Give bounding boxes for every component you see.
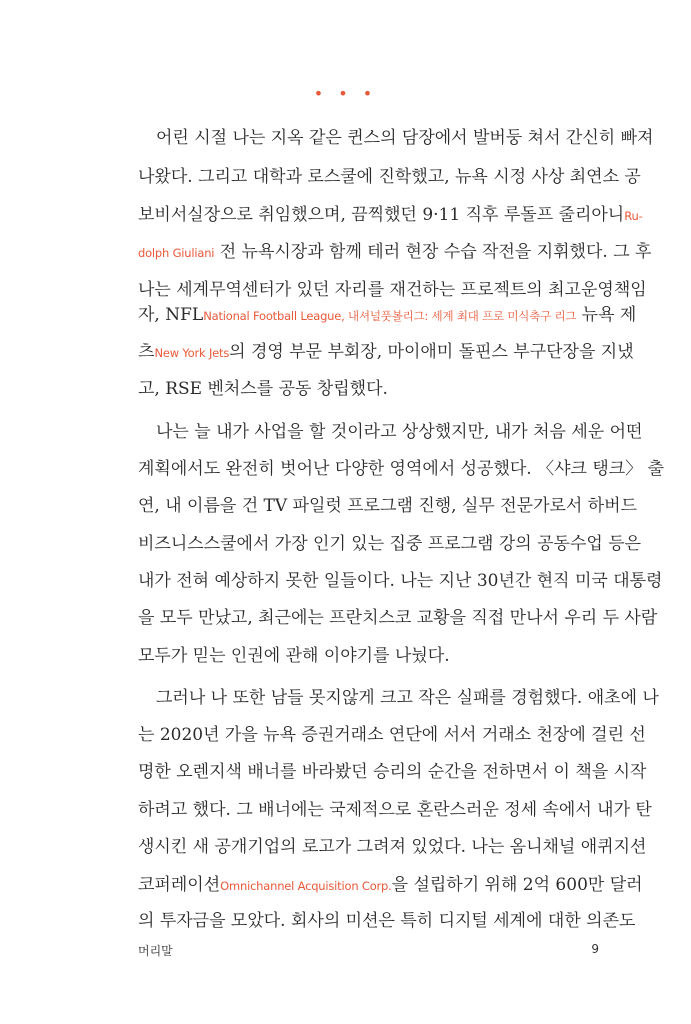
text-line: 의 투자금을 모았다. 회사의 미션은 특히 디지털 세계에 대한 의존도 [138,911,636,931]
text-line: 자, NFLNational Football League, 내셔널풋볼리그: 세계 최대 프로 미식축구 리그 뉴욕 제 [138,305,637,325]
text-line: 보비서실장으로 취임했으며, 끔찍했던 9·11 직후 루돌프 줄리아니Ru- [138,205,643,225]
text-line: 어린 시절 나는 지옥 같은 퀸스의 담장에서 발버둥 쳐서 간신히 빠져 [156,128,654,148]
text-line: 나는 세계무역센터가 있던 자리를 재건하는 프로젝트의 최고운영책임 [138,280,647,300]
running-footer-title: 머리말 [138,944,173,958]
text-line: 명한 오렌지색 배너를 바라봤던 승리의 순간을 전하면서 이 책을 시작 [138,762,647,782]
page-number: 9 [591,942,599,956]
gloss-annotation: New York Jets [154,346,230,360]
text-line: 츠New York Jets의 경영 부문 부회장, 마이애미 돌핀스 부구단장을 지냈 [138,342,634,362]
text-line: 모두가 믿는 인권에 관해 이야기를 나눴다. [138,646,450,666]
text-line: 비즈니스스쿨에서 가장 인기 있는 집중 프로그램 강의 공동수업 등은 [138,534,642,554]
gloss-annotation: Omnichannel Acquisition Corp. [220,879,392,893]
text-line: 연, 내 이름을 건 TV 파일럿 프로그램 진행, 실무 전문가로서 하버드 [138,496,638,516]
text-line: dolph Giuliani 전 뉴욕시장과 함께 테러 현장 수습 작전을 지휘했다. 그 후 [138,242,652,262]
text-line: 나왔다. 그리고 대학과 로스쿨에 진학했고, 뉴욕 시정 사상 최연소 공 [138,167,641,187]
gloss-annotation: dolph Giuliani [138,246,215,260]
text-line: 고, RSE 벤처스를 공동 창립했다. [138,379,388,399]
text-line: 나는 늘 내가 사업을 할 것이라고 상상했지만, 내가 처음 세운 어떤 [156,422,643,442]
text-line: 내가 전혀 예상하지 못한 일들이다. 나는 지난 30년간 현직 미국 대통령 [138,571,663,591]
text-line: 하려고 했다. 그 배너에는 국제적으로 혼란스러운 정세 속에서 내가 탄 [138,800,652,820]
gloss-annotation: National Football League, 내셔널풋볼리그: 세계 최대 프로 미식축구 리그 [203,309,577,323]
section-ornament: • • • [313,84,378,103]
gloss-annotation: Ru- [624,209,643,223]
text-line: 는 2020년 가을 뉴욕 증권거래소 연단에 서서 거래소 천장에 걸린 선 [138,725,646,745]
text-line: 코퍼레이션Omnichannel Acquisition Corp.을 설립하기 위해 2억 600만 달러 [138,875,643,895]
text-line: 그러나 나 또한 남들 못지않게 크고 작은 실패를 경험했다. 애초에 나 [156,688,659,708]
text-line: 생시킨 새 공개기업의 로고가 그려져 있었다. 나는 옴니채널 애퀴지션 [138,837,647,857]
text-line: 을 모두 만났고, 최근에는 프란치스코 교황을 직접 만나서 우리 두 사람 [138,608,658,628]
text-line: 계획에서도 완전히 벗어난 다양한 영역에서 성공했다. 〈샤크 탱크〉 출 [138,459,665,479]
